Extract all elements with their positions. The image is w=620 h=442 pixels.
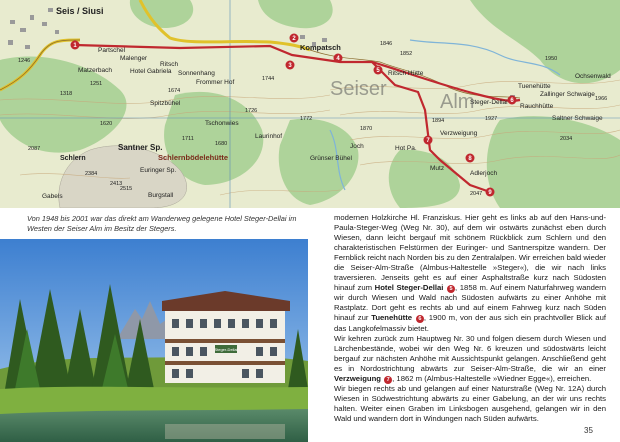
map-label: Schlernbödelehütte bbox=[158, 153, 229, 162]
body-text bbox=[334, 213, 606, 424]
svg-text:1680: 1680 bbox=[215, 141, 228, 147]
map-label: Ritsch bbox=[160, 61, 179, 68]
svg-text:1894: 1894 bbox=[432, 118, 445, 124]
map-label: Ochsenwald bbox=[575, 73, 611, 80]
hotel-photo bbox=[0, 239, 308, 442]
svg-text:3: 3 bbox=[288, 63, 292, 69]
paragraph: modernen Holzkirche Hl. Franziskus. Hier geht es links ab auf den Hans-und-Paula-Steger-Weg (Weg Nr. 30), auf dem wir ostwärts zunächst eben durch Wiesen, dann leicht bergauf mit schönem Rückblick zum Schlern und den charakteristischen Felstürmen der Euringer- und Santnerspitze wandern. Der Fernblick reicht nach Norden bis zu den Zentralalpen. Wir erreichen bald wieder die Seiser-Alm-Straße (Almbus-Haltestelle »Steger«), die wir nach links traversieren. Jenseits geht es auf einer Asphaltstraße kurz nach Südosten hinauf zum Hotel Steger-Dellai 5 , 1858 m. Auf einem Naturfahrweg wandern wir durch Wiesen und Wald nach Südosten aufwärts zu einer Anhöhe mit Rastplatz. Dort geht es rechts ab und auf einem Fahrweg kurz nach Süden hinauf zur Tuenehütte 6 , 1900 m, von der aus sich ein prachtvoller Blick auf das Langkofelmassiv bietet. bbox=[334, 213, 607, 333]
waypoint-5-icon bbox=[374, 66, 383, 75]
place-verzweigung: Verzweigung bbox=[334, 373, 381, 383]
svg-text:9: 9 bbox=[488, 190, 492, 196]
svg-text:1318: 1318 bbox=[60, 91, 73, 97]
map-label: Matzerbach bbox=[78, 67, 112, 74]
map-label: Santner Sp. bbox=[118, 143, 163, 152]
waypoint-8-icon bbox=[466, 154, 475, 163]
map-label: Seis / Siusi bbox=[56, 6, 104, 16]
map-label: Steger-Dellai bbox=[470, 99, 508, 106]
map-label: Tschonwies bbox=[205, 120, 239, 127]
svg-text:6: 6 bbox=[510, 98, 514, 104]
svg-text:2515: 2515 bbox=[120, 186, 133, 192]
place-tuenehuette: Tuenehütte bbox=[371, 313, 413, 323]
hotel-building bbox=[162, 291, 290, 383]
map-label: Malenger bbox=[120, 55, 148, 62]
map-label: Rauchhütte bbox=[520, 103, 554, 110]
svg-text:5: 5 bbox=[376, 68, 380, 74]
photo-caption: Von 1948 bis 2001 war das direkt am Wanderweg gelegene Hotel Steger-Dellai im Westen der Seiser Alm im Besitz der Stegers. bbox=[27, 214, 297, 233]
map-label: Ritsch Hütte bbox=[388, 70, 424, 77]
svg-text:1950: 1950 bbox=[545, 56, 558, 62]
map-label: Sonnenhang bbox=[178, 70, 215, 77]
paragraph: Wir biegen rechts ab und gelangen auf einer Naturstraße (Weg Nr. 12A) durch Wiesen in Südwestrichtung abwärts zu einer Gabelung, an der wir uns rechts halten. Weiter einen Graben im Linksbogen ausgehend, gelangen wir in den Wald und wandern dort in Windungen nach Süden aufwärts. bbox=[334, 383, 606, 423]
map-label: Hot Pa. bbox=[395, 145, 417, 152]
svg-text:1711: 1711 bbox=[182, 136, 194, 142]
svg-text:1927: 1927 bbox=[485, 116, 498, 122]
svg-text:2087: 2087 bbox=[28, 146, 41, 152]
map-label: Laurinhof bbox=[255, 133, 283, 140]
svg-text:1726: 1726 bbox=[245, 108, 258, 114]
paragraph: Wir kehren zurück zum Hauptweg Nr. 30 und folgen diesem durch Wiesen und Lärchenbestände, wobei wir den Weg Nr. 6 kreuzen und südostwärts leicht bergauf zur nächsten Anhöhe mit Aussichtspunkt gelangen. Anschließend geht es in Nordostrichtung abwärts zur Seiser-Alm-Straße, die wir an einer Verzweigung 7 , 1862 m (Almbus-Haltestelle »Wiedner Egge«), erreichen. bbox=[334, 333, 606, 383]
map-label: Saltner Schwaige bbox=[552, 115, 603, 122]
waypoint-1-icon bbox=[71, 41, 80, 50]
svg-text:1: 1 bbox=[73, 43, 77, 49]
svg-text:2034: 2034 bbox=[560, 136, 573, 142]
page-number: 35 bbox=[584, 426, 593, 435]
svg-text:1966: 1966 bbox=[595, 96, 608, 102]
svg-text:4: 4 bbox=[336, 56, 340, 62]
svg-text:8: 8 bbox=[468, 156, 472, 162]
topographic-map bbox=[0, 0, 620, 208]
svg-text:1620: 1620 bbox=[100, 121, 113, 127]
waypoint-badge-icon: 7 bbox=[384, 376, 392, 384]
waypoint-badge-icon: 5 bbox=[447, 285, 455, 293]
svg-text:2413: 2413 bbox=[110, 181, 123, 187]
place-hotel-steger-dellai: Hotel Steger-Dellai bbox=[374, 283, 444, 293]
map-label: Spitzbühel bbox=[150, 100, 181, 107]
svg-text:1674: 1674 bbox=[168, 88, 181, 94]
map-label: Seiser bbox=[330, 78, 387, 100]
map-label: Gabels bbox=[42, 193, 63, 200]
map-label: Alm bbox=[440, 91, 475, 113]
svg-text:2047: 2047 bbox=[470, 191, 483, 197]
map-label: Adlerjoch bbox=[470, 170, 498, 177]
map-label: Verzweigung bbox=[440, 130, 478, 137]
map-label: Grünser Bühel bbox=[310, 155, 352, 162]
waypoint-3-icon bbox=[286, 61, 295, 70]
waypoint-7-icon bbox=[424, 136, 433, 145]
map-label: Burgstall bbox=[148, 192, 174, 199]
svg-text:2384: 2384 bbox=[85, 171, 98, 177]
svg-text:1246: 1246 bbox=[18, 58, 31, 64]
waypoint-6-icon bbox=[508, 96, 517, 105]
waypoint-9-icon bbox=[486, 188, 495, 197]
map-label: Joch bbox=[350, 143, 364, 150]
waypoint-4-icon bbox=[334, 54, 343, 63]
map-label: Frommer Hof bbox=[196, 79, 235, 86]
svg-text:2: 2 bbox=[292, 36, 296, 42]
svg-text:1772: 1772 bbox=[300, 116, 313, 122]
map-label: Tuenehütte bbox=[518, 83, 551, 90]
waypoint-2-icon bbox=[290, 34, 299, 43]
map-label: Schlern bbox=[60, 155, 86, 162]
svg-text:1852: 1852 bbox=[400, 51, 413, 57]
map-label: Euringer Sp. bbox=[140, 167, 177, 174]
map-label: Kompatsch bbox=[300, 43, 341, 52]
map-label: Zallinger Schwaige bbox=[540, 91, 595, 98]
waypoint-badge-icon: 6 bbox=[416, 315, 424, 323]
svg-text:1744: 1744 bbox=[262, 76, 275, 82]
svg-text:1870: 1870 bbox=[360, 126, 373, 132]
hotel-sign: Steger-Dellai bbox=[214, 347, 238, 352]
map-label: Partschel bbox=[98, 47, 126, 54]
svg-text:1251: 1251 bbox=[90, 81, 103, 87]
map-label: Hotel Gabriela bbox=[130, 68, 172, 75]
svg-text:7: 7 bbox=[426, 138, 430, 144]
map-label: Mutz bbox=[430, 165, 445, 172]
svg-text:1846: 1846 bbox=[380, 41, 393, 47]
